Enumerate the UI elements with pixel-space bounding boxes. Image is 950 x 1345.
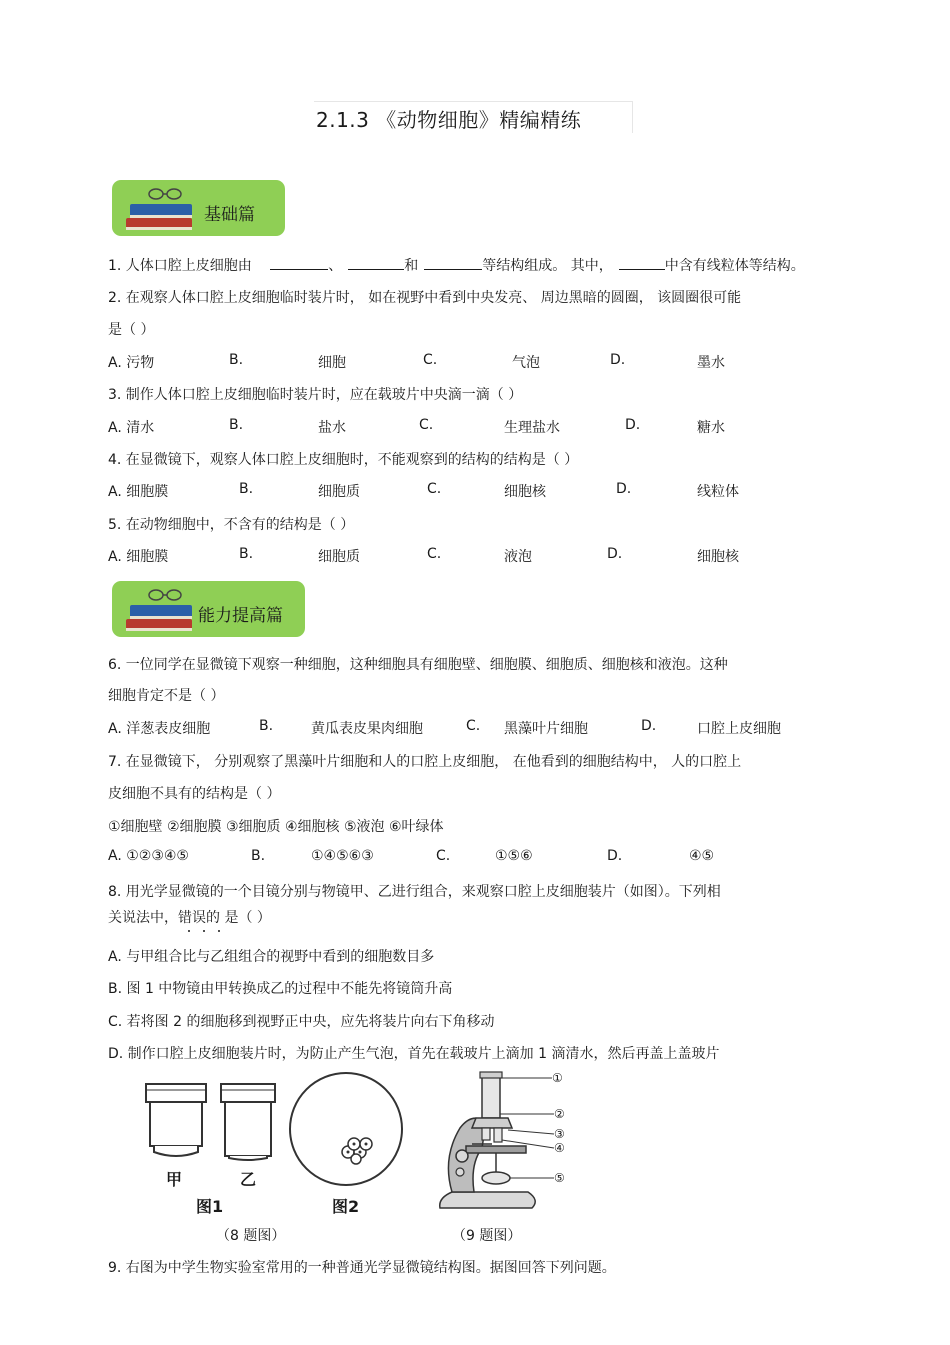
question-5: 5. 在动物细胞中，不含有的结构是（ ） [108, 517, 355, 533]
q2-option-a: A. 污物 [108, 355, 155, 371]
q5-option-b-label: B. [239, 546, 254, 562]
section-title-advanced: 能力提高篇 [198, 606, 283, 626]
section-title-basic: 基础篇 [204, 205, 255, 225]
microscope-part-3-label: ③ [554, 1127, 565, 1141]
section-banner-advanced [112, 581, 305, 637]
q1-text-d: 等结构组成。 其中， [482, 258, 613, 274]
microscope-part-1-label: ① [552, 1071, 563, 1085]
books-icon [120, 581, 200, 637]
q4-option-c-label: C. [427, 481, 442, 497]
q8-option-d: D. 制作口腔上皮细胞装片时，为防止产生气泡，首先在载玻片上滴加 1 滴清水，然后再盖上盖玻片 [108, 1046, 720, 1062]
q7-option-a: A. ①②③④⑤ [108, 848, 189, 864]
page-title: 2.1.3 《动物细胞》精编精练 [316, 108, 582, 132]
q5-option-d: 细胞核 [697, 549, 739, 565]
title-rule [314, 101, 632, 102]
q7-structure-list: ①细胞壁 ②细胞膜 ③细胞质 ④细胞核 ⑤液泡 ⑥叶绿体 [108, 819, 444, 835]
q5-option-c: 液泡 [504, 549, 532, 565]
question-4: 4. 在显微镜下，观察人体口腔上皮细胞时，不能观察到的结构的结构是（ ） [108, 452, 579, 468]
question-7: 7. 在显微镜下， 分别观察了黑藻叶片细胞和人的口腔上皮细胞， 在他看到的细胞结构中， 人的口腔上 [108, 754, 742, 770]
q7-option-d: ④⑤ [689, 848, 715, 864]
q8-option-a: A. 与甲组合比与乙组组合的视野中看到的细胞数目多 [108, 949, 435, 965]
q3-option-d-label: D. [625, 417, 641, 433]
q1-text-e: 中含有线粒体等结构。 [664, 258, 805, 274]
fig1-caption: 图1 [196, 1197, 224, 1216]
q2-option-b-label: B. [229, 352, 244, 368]
q7-option-c-label: C. [436, 848, 451, 864]
objective-lens-jia-figure [142, 1082, 210, 1162]
figure-9-caption: （9 题图） [452, 1228, 522, 1244]
section-banner-basic [112, 180, 285, 236]
title-rule-vertical [632, 101, 633, 133]
q2-option-c-label: C. [423, 352, 438, 368]
q1-blank-4 [619, 257, 665, 270]
q4-option-a: A. 细胞膜 [108, 484, 169, 500]
question-2-line2: 是（ ） [108, 322, 155, 338]
q5-option-c-label: C. [427, 546, 442, 562]
microscope-part-4-label: ④ [554, 1141, 565, 1155]
emphasis-dot [218, 930, 220, 932]
q6-option-c-label: C. [466, 718, 481, 734]
fig1-label-jia: 甲 [166, 1170, 183, 1189]
q2-option-c: 气泡 [512, 355, 540, 371]
question-2: 2. 在观察人体口腔上皮细胞临时装片时， 如在视野中看到中央发亮、 周边黑暗的圆圈， 该圆圈很可能 [108, 290, 742, 306]
q4-option-b-label: B. [239, 481, 254, 497]
q1-blank-3 [424, 257, 482, 270]
microscope-field-figure [288, 1070, 404, 1188]
q3-option-c-label: C. [419, 417, 434, 433]
question-3: 3. 制作人体口腔上皮细胞临时装片时，应在载玻片中央滴一滴（ ） [108, 387, 523, 403]
q6-option-b-label: B. [259, 718, 274, 734]
fig2-caption: 图2 [332, 1197, 360, 1216]
q4-option-b: 细胞质 [318, 484, 360, 500]
question-6-line2: 细胞肯定不是（ ） [108, 688, 225, 704]
q1-text-b: 、 [328, 258, 343, 274]
figure-8-caption: （8 题图） [216, 1228, 286, 1244]
q5-option-d-label: D. [607, 546, 623, 562]
q3-option-b: 盐水 [318, 420, 346, 436]
q5-option-a: A. 细胞膜 [108, 549, 169, 565]
q7-option-d-label: D. [607, 848, 623, 864]
q4-option-c: 细胞核 [504, 484, 546, 500]
q1-blank-2 [348, 257, 404, 270]
q4-option-d-label: D. [616, 481, 632, 497]
q7-option-b-label: B. [251, 848, 266, 864]
question-1 [108, 255, 805, 275]
microscope-part-5-label: ⑤ [554, 1171, 565, 1185]
q7-option-c: ①⑤⑥ [495, 848, 533, 864]
q5-option-b: 细胞质 [318, 549, 360, 565]
q6-option-b: 黄瓜表皮果肉细胞 [311, 721, 423, 737]
q7-option-b: ①④⑤⑥③ [311, 848, 374, 864]
emphasis-dot [188, 930, 190, 932]
q2-option-d-label: D. [610, 352, 626, 368]
fig1-label-yi: 乙 [240, 1170, 257, 1189]
q8-option-b: B. 图 1 中物镜由甲转换成乙的过程中不能先将镜筒升高 [108, 981, 453, 997]
q6-option-a: A. 洋葱表皮细胞 [108, 721, 211, 737]
q1-blank-1 [270, 257, 328, 270]
q6-option-c: 黑藻叶片细胞 [504, 721, 588, 737]
emphasis-dot [203, 930, 205, 932]
microscope-figure [432, 1068, 592, 1216]
question-7-line2: 皮细胞不具有的结构是（ ） [108, 786, 281, 802]
question-9: 9. 右图为中学生物实验室常用的一种普通光学显微镜结构图。据图回答下列问题。 [108, 1260, 616, 1276]
q1-text-c: 和 [404, 258, 419, 274]
q2-option-b: 细胞 [318, 355, 346, 371]
q6-option-d-label: D. [641, 718, 657, 734]
q2-option-d: 墨水 [697, 355, 725, 371]
q3-option-c: 生理盐水 [504, 420, 560, 436]
question-8: 8. 用光学显微镜的一个目镜分别与物镜甲、乙进行组合，来观察口腔上皮细胞装片（如图）。下列相 [108, 884, 721, 900]
q1-text-a: 1. 人体口腔上皮细胞由 [108, 258, 252, 274]
q3-option-a: A. 清水 [108, 420, 155, 436]
q3-option-d: 糖水 [697, 420, 725, 436]
q8-option-c: C. 若将图 2 的细胞移到视野正中央，应先将装片向右下角移动 [108, 1014, 495, 1030]
question-6: 6. 一位同学在显微镜下观察一种细胞，这种细胞具有细胞壁、细胞膜、细胞质、细胞核和液泡。这种 [108, 657, 728, 673]
question-8-line2: 关说法中，错误的 是（ ） [108, 910, 271, 926]
objective-lens-yi-figure [218, 1082, 278, 1162]
q4-option-d: 线粒体 [697, 484, 739, 500]
q3-option-b-label: B. [229, 417, 244, 433]
books-icon [120, 180, 200, 236]
microscope-part-2-label: ② [554, 1107, 565, 1121]
q6-option-d: 口腔上皮细胞 [697, 721, 781, 737]
